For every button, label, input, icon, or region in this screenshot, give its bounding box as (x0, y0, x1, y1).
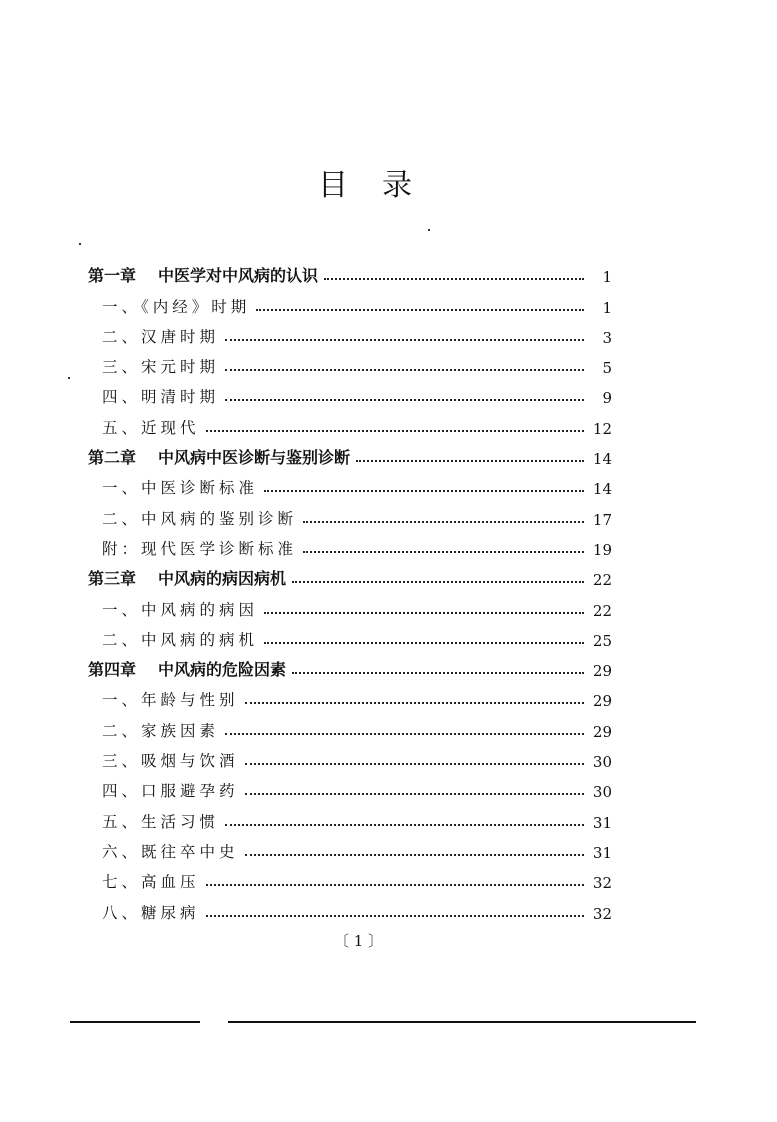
entry-label (88, 537, 297, 559)
page-ref: 14 (592, 480, 612, 499)
entry-title: 中医学对中风病的认识 (158, 266, 319, 286)
toc-section-entry (88, 468, 612, 498)
page-ref: 19 (592, 540, 612, 559)
entry-title: 五、生活习惯 (102, 812, 220, 831)
scan-speck (68, 377, 70, 379)
entry-label (88, 416, 200, 438)
toc-section-entry (88, 771, 612, 801)
dot-leader (225, 399, 584, 401)
entry-title: 一、中医诊断标准 (102, 479, 259, 498)
dot-leader (356, 460, 584, 462)
chapter-number: 第二章 (88, 448, 137, 468)
toc-section-entry (88, 710, 612, 740)
toc-section-entry (88, 377, 612, 407)
entry-title: 五、近现代 (102, 418, 200, 437)
entry-title: 四、口服避孕药 (102, 782, 239, 801)
toc-section-entry (88, 347, 612, 377)
entry-title: 二、中风病的病机 (102, 630, 259, 649)
toc-chapter-entry (88, 256, 612, 286)
page-ref: 32 (592, 904, 612, 923)
dot-leader (245, 763, 584, 765)
dot-leader (225, 733, 584, 735)
table-of-contents (88, 256, 612, 923)
entry-label (88, 566, 286, 589)
entry-label (88, 688, 239, 710)
entry-label (88, 445, 350, 468)
entry-label (88, 719, 219, 741)
page-ref: 31 (592, 843, 612, 862)
page-ref: 9 (602, 389, 612, 408)
entry-title: 四、明清时期 (102, 388, 220, 407)
toc-section-entry (88, 620, 612, 650)
entry-label (88, 295, 250, 317)
toc-section-entry (88, 832, 612, 862)
dot-leader (225, 339, 584, 341)
page-ref: 30 (592, 753, 612, 772)
page-ref: 22 (592, 601, 612, 620)
entry-title: 一、中风病的病因 (102, 600, 259, 619)
entry-label (88, 598, 258, 620)
page-ref: 32 (592, 874, 612, 893)
toc-chapter-entry (88, 438, 612, 468)
entry-title: 二、中风病的鉴别诊断 (102, 509, 298, 528)
toc-section-entry (88, 589, 612, 619)
dot-leader (245, 854, 584, 856)
dot-leader (225, 369, 584, 371)
entry-title: 二、汉唐时期 (102, 327, 220, 346)
entry-label (88, 385, 219, 407)
page-ref: 14 (592, 450, 612, 469)
entry-label (88, 657, 286, 680)
page-ref: 25 (592, 631, 612, 650)
entry-label (88, 325, 219, 347)
entry-title: 八、糖尿病 (102, 903, 200, 922)
entry-title: 三、宋元时期 (102, 358, 220, 377)
entry-title: 七、高血压 (102, 873, 200, 892)
dot-leader (206, 430, 584, 432)
dot-leader (264, 642, 584, 644)
entry-title: 中风病的危险因素 (158, 660, 287, 680)
dot-leader (245, 793, 584, 795)
entry-title: 中风病的病因病机 (158, 569, 287, 589)
dot-leader (206, 884, 584, 886)
dot-leader (324, 278, 584, 280)
page-ref: 1 (602, 298, 612, 317)
entry-label (88, 901, 200, 923)
entry-label (88, 507, 297, 529)
scan-speck (79, 243, 81, 245)
title-char: 目 (318, 168, 348, 203)
page-ref: 3 (602, 328, 612, 347)
page-ref: 1 (602, 268, 612, 287)
toc-section-entry (88, 317, 612, 347)
chapter-number: 第四章 (88, 660, 137, 680)
toc-section-entry (88, 741, 612, 771)
page-ref: 31 (592, 813, 612, 832)
dot-leader (206, 915, 584, 917)
toc-section-entry (88, 892, 612, 922)
toc-section-entry (88, 286, 612, 316)
dot-leader (292, 672, 584, 674)
entry-label (88, 263, 318, 286)
dot-leader (245, 702, 584, 704)
entry-label (88, 355, 219, 377)
dot-leader (256, 309, 584, 311)
entry-title: 附：现代医学诊断标准 (102, 539, 298, 558)
bottom-rule (228, 1021, 696, 1023)
chapter-number: 第三章 (88, 569, 137, 589)
page-ref: 17 (592, 510, 612, 529)
entry-label (88, 628, 258, 650)
page-number-label: 〔 1 〕 (333, 932, 384, 950)
scan-speck (428, 229, 430, 231)
entry-label (88, 749, 239, 771)
toc-chapter-entry (88, 559, 612, 589)
title-char: 录 (382, 168, 412, 203)
page-ref: 22 (592, 571, 612, 590)
entry-label (88, 476, 258, 498)
page-ref: 29 (592, 692, 612, 711)
entry-label (88, 840, 239, 862)
entry-title: 中风病中医诊断与鉴别诊断 (158, 448, 351, 468)
bottom-rule (70, 1021, 200, 1023)
page-ref: 30 (592, 783, 612, 802)
toc-chapter-entry (88, 650, 612, 680)
dot-leader (303, 521, 584, 523)
entry-label (88, 779, 239, 801)
entry-title: 二、家族因素 (102, 721, 220, 740)
page-ref: 29 (592, 722, 612, 741)
entry-title: 一、年龄与性别 (102, 691, 239, 710)
page-number (0, 930, 777, 951)
toc-section-entry (88, 801, 612, 831)
toc-section-entry (88, 862, 612, 892)
entry-label (88, 810, 219, 832)
chapter-number: 第一章 (88, 266, 137, 286)
dot-leader (264, 490, 584, 492)
page-ref: 29 (592, 662, 612, 681)
dot-leader (264, 612, 584, 614)
dot-leader (303, 551, 584, 553)
entry-title: 三、吸烟与饮酒 (102, 752, 239, 771)
page-ref: 5 (602, 359, 612, 378)
entry-title: 一、《内经》时期 (102, 297, 251, 316)
entry-label (88, 870, 200, 892)
dot-leader (225, 824, 584, 826)
dot-leader (292, 581, 584, 583)
entry-title: 六、既往卒中史 (102, 842, 239, 861)
toc-section-entry (88, 498, 612, 528)
toc-section-entry (88, 680, 612, 710)
page-ref: 12 (592, 419, 612, 438)
toc-section-entry (88, 529, 612, 559)
toc-section-entry (88, 407, 612, 437)
